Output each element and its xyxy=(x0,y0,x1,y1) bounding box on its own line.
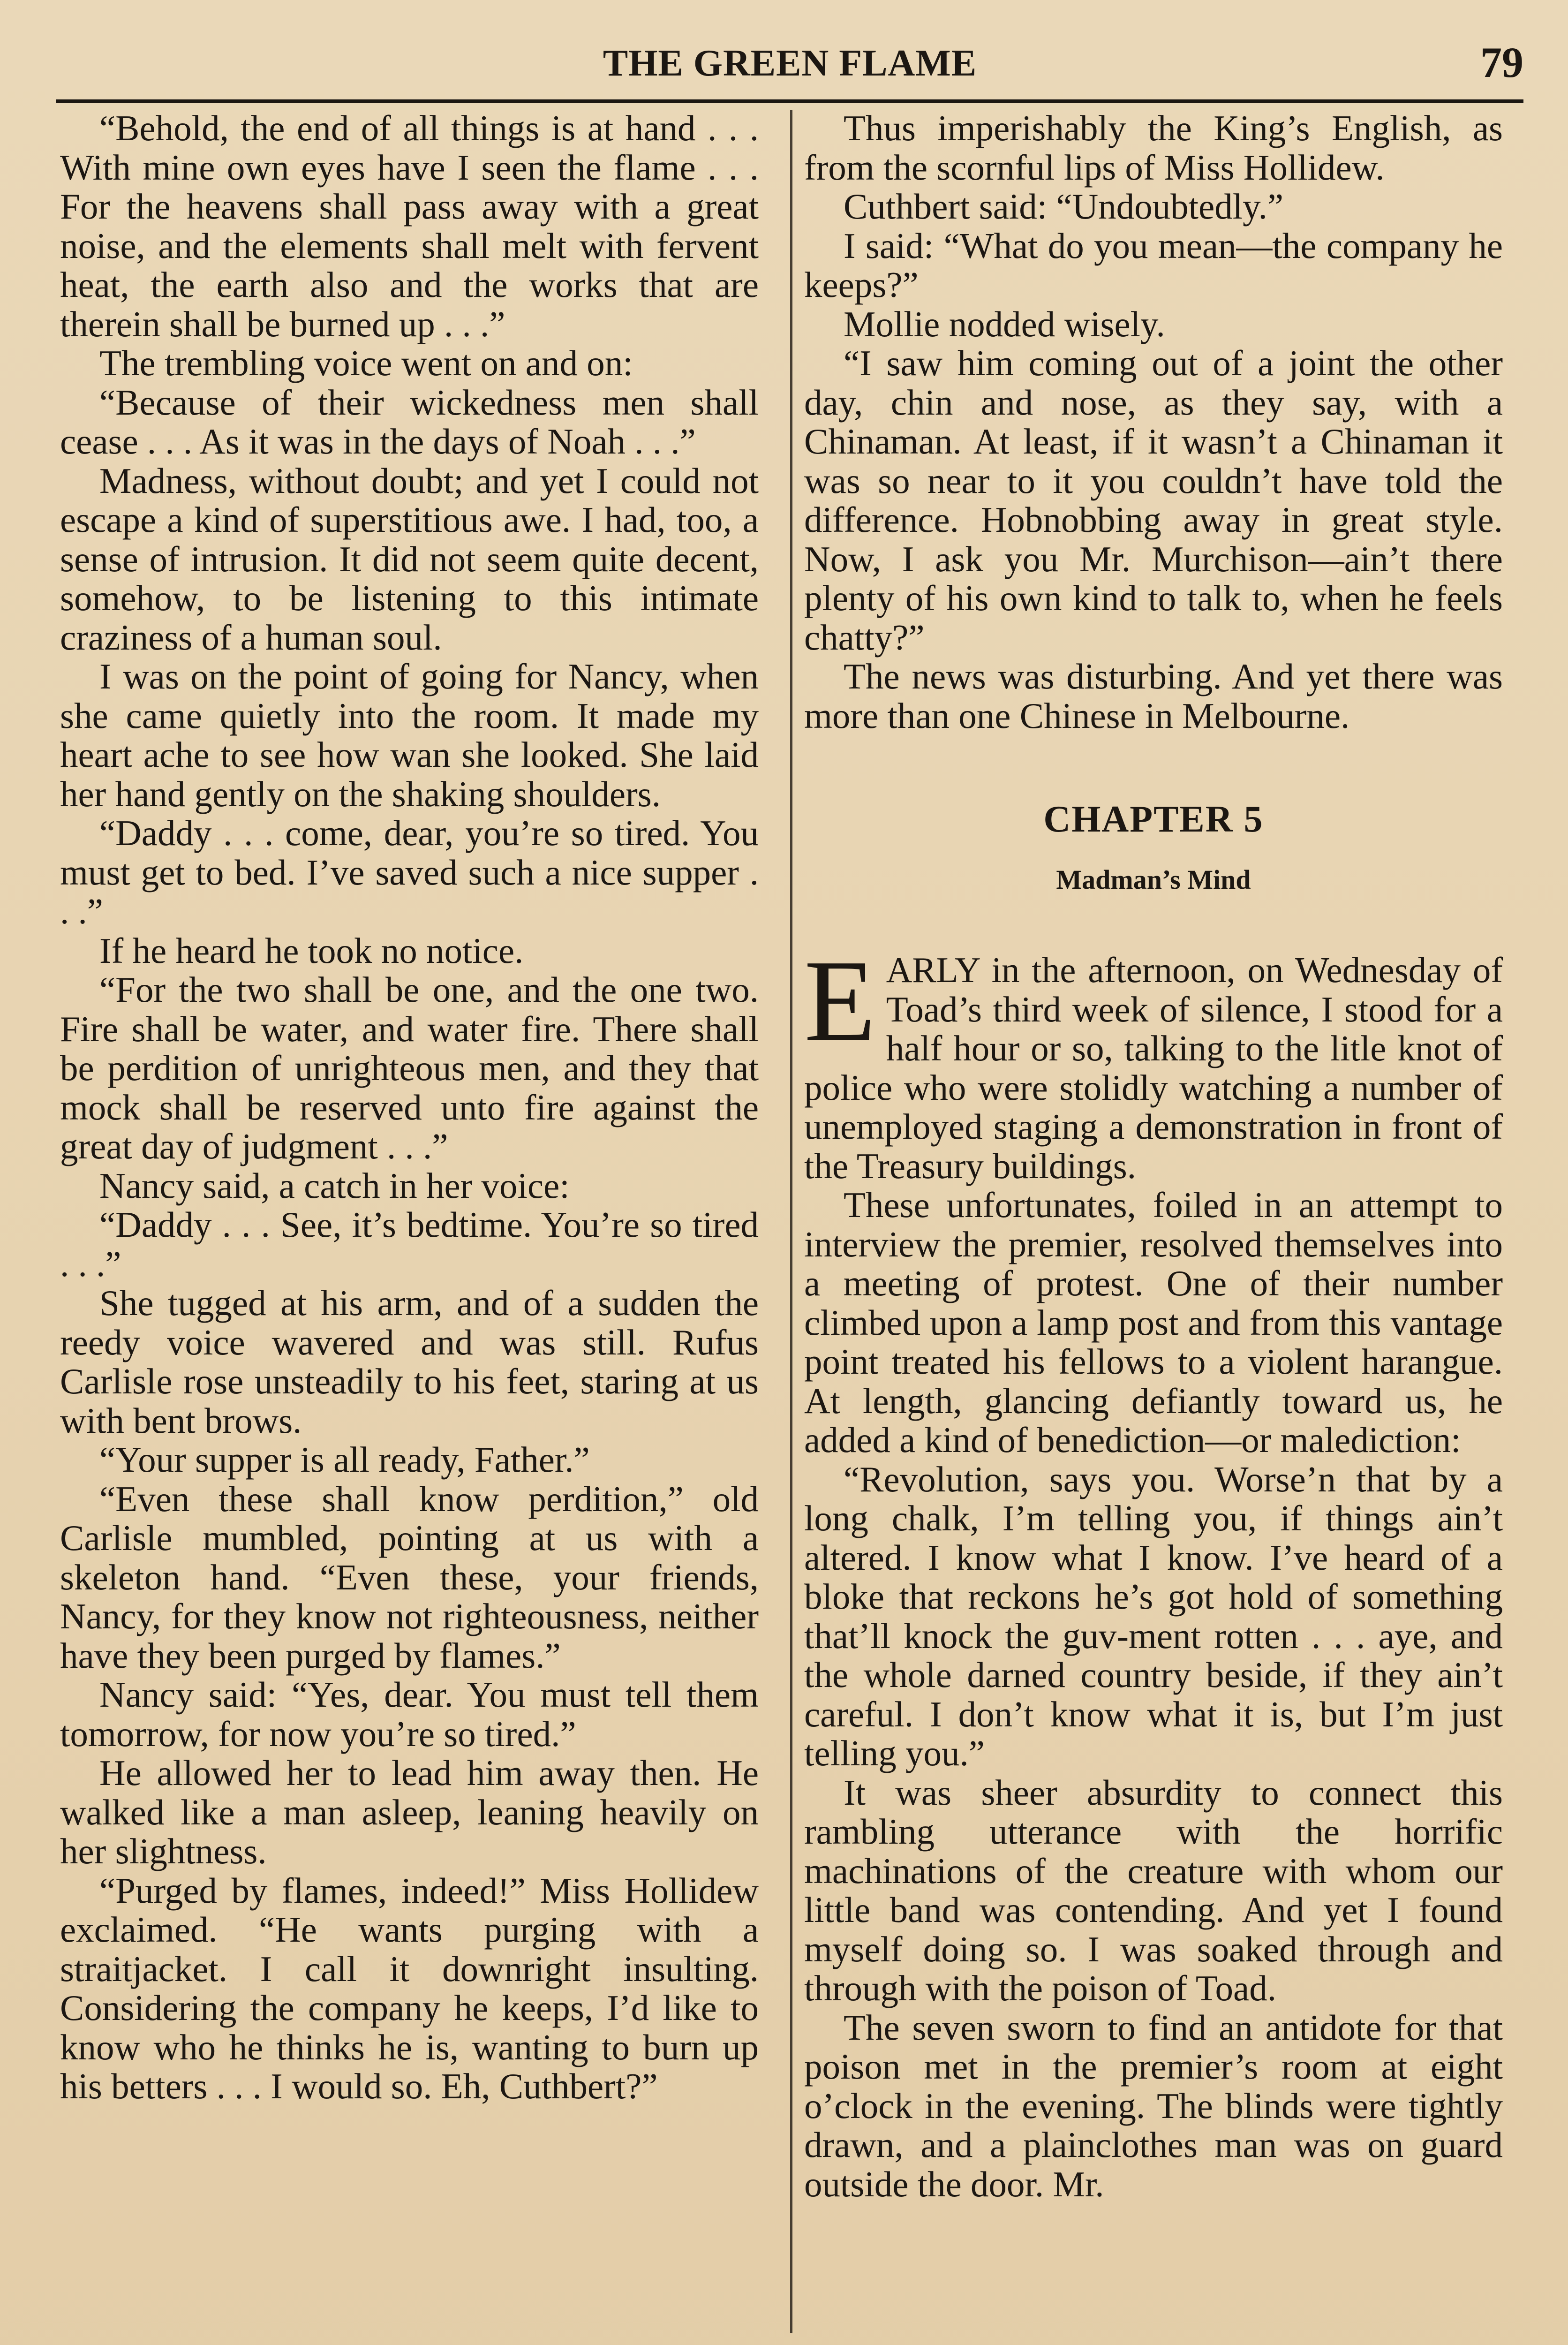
paragraph: Nancy said: “Yes, dear. You must tell them tomorrow, for now you’re so tired.” xyxy=(60,1674,759,1754)
right-column xyxy=(804,109,1503,2204)
paragraph: “Daddy . . . come, dear, you’re so tired. You must get to bed. I’ve saved such a nice supper . . .” xyxy=(60,813,759,931)
paragraph: “Your supper is all ready, Father.” xyxy=(99,1439,590,1480)
paragraph: Madness, without doubt; and yet I could not escape a kind of superstitious awe. I had, too, a sense of intrusion. It did not seem quite decent, somehow, to be listening to this intimate craziness of a human soul. xyxy=(60,460,759,658)
paragraph: “Because of their wickedness men shall cease . . . As it was in the days of Noah . . .” xyxy=(60,382,759,461)
chapter-heading: CHAPTER 5 xyxy=(1043,799,1264,840)
paragraph: Cuthbert said: “Undoubtedly.” xyxy=(844,186,1284,227)
paragraph: Thus imperishably the King’s English, as from the scornful lips of Miss Hollidew. xyxy=(804,108,1503,188)
running-head xyxy=(56,38,1523,108)
chapter-subtitle: Madman’s Mind xyxy=(1056,864,1251,895)
paragraph: The news was disturbing. And yet there was more than one Chinese in Melbourne. xyxy=(804,656,1503,736)
paragraph: “Purged by flames, indeed!” Miss Hollidew exclaimed. “He wants purging with a straitjacket. I call it downright insulting. Considering the company he keeps, I’d like to know who he thinks he is, wanting to burn up his betters . . . I would so. Eh, Cuthbert?” xyxy=(60,1870,759,2106)
paragraph: If he heard he took no notice. xyxy=(99,930,524,971)
paragraph: These unfortunates, foiled in an attempt to interview the premier, resolved themselves into a meeting of protest. One of their number climbed upon a lamp post and from this vantage point treated his fellows to a violent harangue. At length, glancing defiantly toward us, he added a kind of benediction—or malediction: xyxy=(804,1185,1503,1460)
paragraph: “Even these shall know perdition,” old Carlisle mumbled, pointing at us with a skeleton hand. “Even these, your friends, Nancy, for they know not righteousness, neither have they been purged by flames.” xyxy=(60,1478,759,1676)
paragraph: It was sheer absurdity to connect this rambling utterance with the horrific machinations of the creature with whom our little band was contending. And yet I found myself doing so. I was soaked through and through with the poison of Toad. xyxy=(804,1772,1503,2008)
opening-paragraph xyxy=(804,936,1503,1186)
paragraph: Nancy said, a catch in her voice: xyxy=(99,1165,570,1206)
paragraph: “Daddy . . . See, it’s bedtime. You’re so tired . . .” xyxy=(60,1204,759,1284)
paragraph: He allowed her to lead him away then. He walked like a man asleep, leaning heavily on her slightness. xyxy=(60,1753,759,1871)
paragraph: She tugged at his arm, and of a sudden the reedy voice wavered and was still. Rufus Carlisle rose unsteadily to his feet, staring at us with bent brows. xyxy=(60,1283,759,1441)
paragraph: “Behold, the end of all things is at hand . . . With mine own eyes have I seen the flame . . . For the heavens shall pass away with a great noise, and the elements shall melt with fervent heat, the earth also and the works that are therein shall be burned up . . .” xyxy=(60,108,759,344)
paragraph: Mollie nodded wisely. xyxy=(844,303,1165,344)
paragraph: “Revolution, says you. Worse’n that by a long chalk, I’m telling you, if things ain’t altered. I know what I know. I’ve heard of a bloke that reckons he’s got hold of something that’ll knock the guv-ment rotten . . . aye, and the whole darned country beside, if they ain’t careful. I don’t know what it is, but I’m just telling you.” xyxy=(804,1459,1503,1773)
header-rule xyxy=(56,99,1523,103)
paragraph: “For the two shall be one, and the one two. Fire shall be water, and water fire. There shall be perdition of unrighteous men, and they that mock shall be reserved unto fire against the great day of judgment . . .” xyxy=(60,969,759,1166)
paragraph: The trembling voice went on and on: xyxy=(99,343,633,383)
running-title: THE GREEN FLAME xyxy=(603,43,977,84)
page-number: 79 xyxy=(1480,38,1523,86)
opening-text: ARLY in the afternoon, on Wednesday of Toad’s third week of silence, I stood for a half hour or so, talking to the litle knot of police who were stolidly watching a number of unemployed staging a demonstration in front of the Treasury buildings. xyxy=(804,950,1503,1186)
paragraph: The seven sworn to find an antidote for that poison met in the premier’s room at eight o’clock in the evening. The blinds were tightly drawn, and a plainclothes man was on guard outside the door. Mr. xyxy=(804,2007,1503,2204)
paragraph: “I saw him coming out of a joint the other day, chin and nose, as they say, with a Chinaman. At least, if it wasn’t a Chinaman it was so near to it you couldn’t have told the difference. Hobnobbing away in great style. Now, I ask you Mr. Murchison—ain’t there plenty of his own kind to talk to, when he feels chatty?” xyxy=(804,343,1503,658)
paragraph: I said: “What do you mean—the company he keeps?” xyxy=(804,225,1503,305)
drop-cap: E xyxy=(804,936,876,1066)
left-column xyxy=(60,109,759,2106)
paragraph: I was on the point of going for Nancy, when she came quietly into the room. It made my heart ache to see how wan she looked. She laid her hand gently on the shaking shoulders. xyxy=(60,656,759,814)
column-divider xyxy=(790,110,792,2333)
